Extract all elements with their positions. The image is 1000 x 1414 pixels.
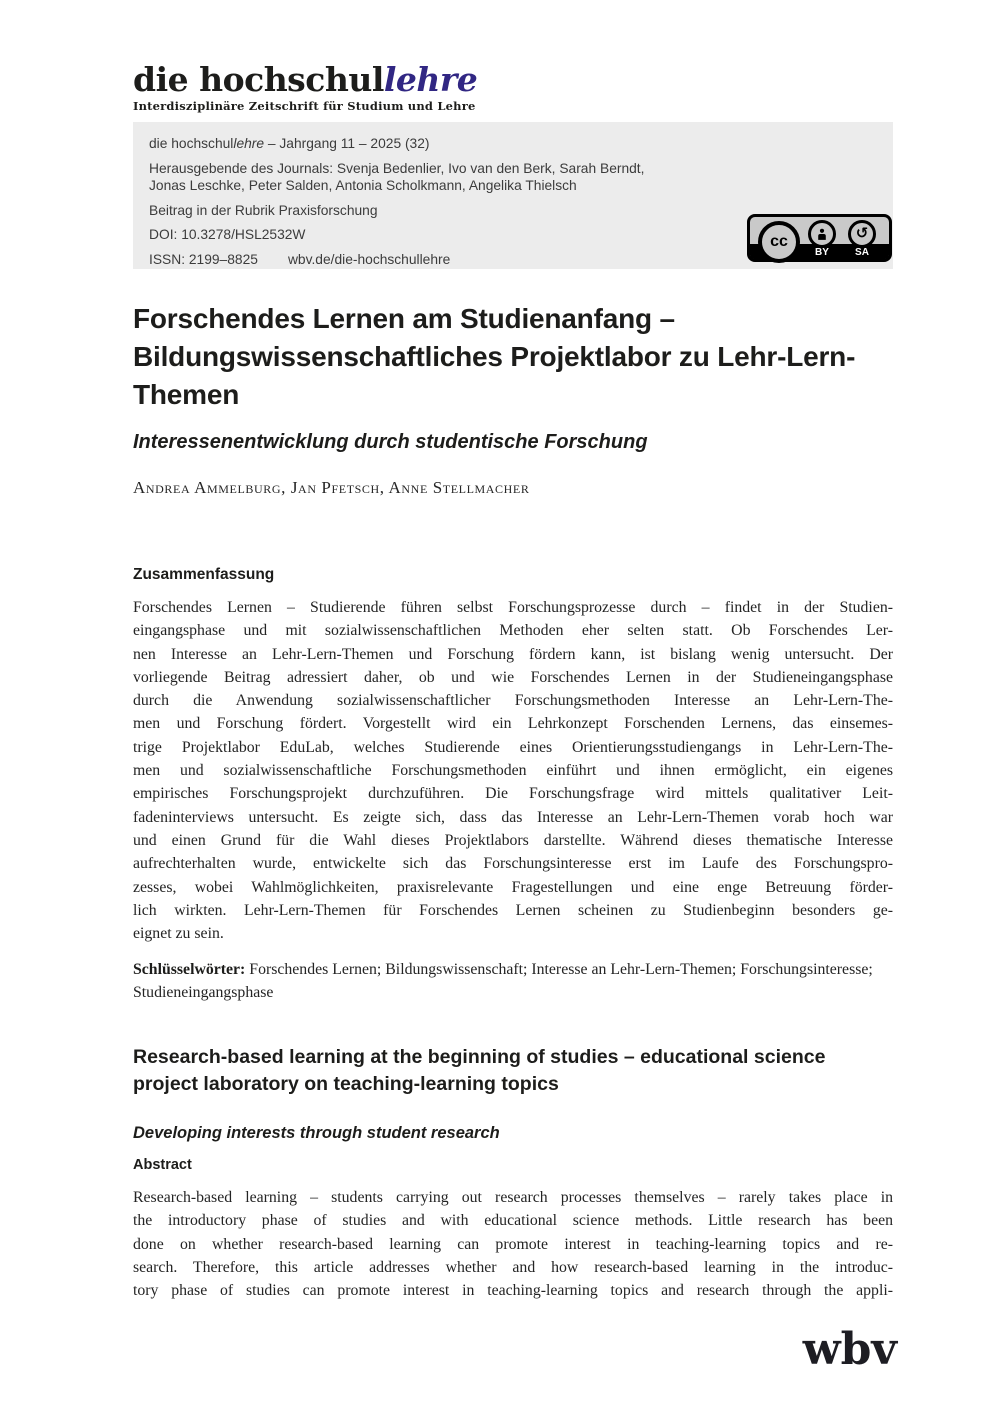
journal-name-roman: die hochschul	[149, 136, 234, 151]
page-content	[133, 0, 893, 1414]
article-subtitle-en: Developing interests through student research	[133, 1124, 500, 1142]
text-line: zesses, wobei Wahlmöglichkeiten, praxisrelevante Fragestellungen und eine enge Betreuung förder-	[133, 878, 893, 896]
sa-arrow-glyph: ↺	[855, 223, 869, 242]
text-line: done on whether research-based learning can promote interest in teaching-learning topics and re-	[133, 1235, 893, 1253]
journal-logo-main: die hochschul	[133, 60, 384, 99]
cc-by-label: BY	[815, 247, 829, 258]
cc-sa-label: SA	[855, 247, 869, 258]
text-line: men und Forschung fördert. Vorgestellt wird ein Lehrkonzept Forschenden Lernens, das einsemes-	[133, 715, 893, 733]
text-line: aufrechterhalten wurde, entwickelte sich das Forschungsinteresse erst im Laufe des Forschungspro-	[133, 855, 893, 873]
editors-line-1: Herausgebende des Journals: Svenja Bedenlier, Ivo van den Berk, Sarah Berndt,	[149, 160, 645, 176]
article-subtitle: Interessenentwicklung durch studentische Forschung	[133, 431, 648, 453]
text-line: lich wirkten. Lehr-Lern-Themen für Forschendes Lernen scheinen zu Studienbeginn besonders ge-	[133, 901, 893, 919]
journal-logo	[133, 62, 477, 113]
text-line: trige Projektlabor EduLab, welches Studierende eines Orientierungsstudiengangs in Lehr-Lern-The-	[133, 738, 893, 756]
abstract-de-heading: Zusammenfassung	[133, 566, 275, 583]
text-line: Bildungswissenschaftliches Projektlabor zu Lehr-Lern-	[133, 341, 856, 372]
cc-by-sa-license-badge[interactable]	[747, 214, 892, 262]
text-line: vorliegende Beitrag adressiert daher, ob und wie Forschendes Lernen in der Studieneingangsphase	[133, 668, 893, 686]
cc-icon: cc	[758, 221, 800, 263]
text-line: durch die Anwendung sozialwissenschaftlicher Forschungsmethoden Interesse an Lehr-Lern-The-	[133, 692, 893, 710]
text-line: und einen Grund für die Wahl dieses Projektlabors darstellte. Während dieses thematische Interesse	[133, 831, 893, 849]
keywords-paragraph	[133, 958, 893, 1005]
journal-url-link[interactable]: wbv.de/die-hochschullehre	[287, 251, 451, 267]
wbv-publisher-logo: wbv	[802, 1324, 897, 1375]
text-line: fadeninterviews untersucht. Es zeigte sich, dass das Interesse an Lehr-Lern-Themen vorab hoch war	[133, 808, 893, 826]
abstract-de-text	[133, 596, 893, 945]
abstract-en-text	[133, 1186, 893, 1302]
text-line: tory phase of studies can promote interest in teaching-learning topics and research through the appli-	[133, 1282, 893, 1300]
rubric-line: Beitrag in der Rubrik Praxisforschung	[149, 202, 378, 218]
article-title-en	[133, 1044, 893, 1098]
editors-line-2: Jonas Leschke, Peter Salden, Antonia Scholkmann, Angelika Thielsch	[149, 178, 577, 193]
article-title	[133, 300, 893, 414]
journal-logo-wordmark	[133, 62, 477, 98]
text-line: empirisches Forschungsprojekt durchzuführen. Die Forschungsfrage wird mittels qualitativer Leit-	[133, 785, 893, 803]
text-line: Research-based learning – students carrying out research processes themselves – rarely takes place in	[133, 1189, 893, 1206]
text-line: Forschendes Lernen – Studierende führen selbst Forschungsprozesse durch – findet in der Studien-	[133, 599, 893, 616]
text-line: Forschendes Lernen am Studienanfang –	[133, 303, 675, 334]
text-line: Research-based learning at the beginning of studies – educational science	[133, 1046, 826, 1068]
keywords-list: Forschendes Lernen; Bildungswissenschaft; Interesse an Lehr-Lern-Themen; Forschungsinteresse; Studieneingangsphase	[133, 961, 873, 1002]
text-line: nen Interesse an Lehr-Lern-Themen und Forschung fördern kann, ist bislang wenig untersucht. Der	[133, 645, 893, 663]
text-line: eignet zu sein.	[133, 925, 224, 943]
journal-issue-info: – Jahrgang 11 – 2025 (32)	[264, 136, 430, 151]
cc-sa-arrow-icon	[848, 220, 876, 248]
text-line: project laboratory on teaching-learning topics	[133, 1073, 559, 1095]
text-line: eingangsphase und mit sozialwissenschaftlichen Methoden eher selten statt. Ob Forschendes Ler-	[133, 622, 893, 640]
doi-line: DOI: 10.3278/HSL2532W	[149, 227, 306, 242]
journal-logo-subtitle: Interdisziplinäre Zeitschrift für Studium und Lehre	[133, 99, 476, 113]
text-line: search. Therefore, this article addresses whether and how research-based learning in the introduc-	[133, 1258, 893, 1276]
journal-logo-accent: lehre	[383, 60, 478, 99]
keywords-label: Schlüsselwörter:	[133, 961, 246, 978]
text-line: Themen	[133, 379, 240, 410]
journal-name-italic: lehre	[233, 136, 265, 151]
article-authors: Andrea Ammelburg, Jan Pfetsch, Anne Stellmacher	[133, 478, 530, 497]
issn-value: ISSN: 2199–8825	[149, 251, 258, 267]
text-line: men und sozialwissenschaftliche Forschungsmethoden einführt und ihnen ermöglicht, ein eigenes	[133, 762, 893, 780]
journal-issue-line	[149, 135, 877, 153]
cc-by-person-icon	[808, 220, 836, 248]
abstract-en-heading: Abstract	[133, 1157, 192, 1173]
text-line: the introductory phase of studies and with educational science methods. Little research has been	[133, 1212, 893, 1230]
